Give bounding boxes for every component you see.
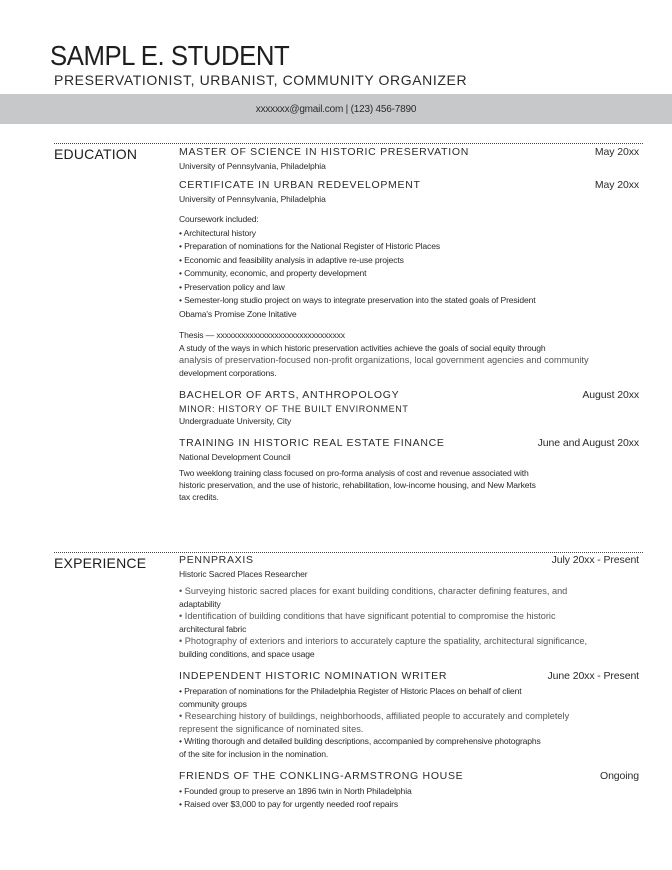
coursework-item: • Preparation of nominations for the National Register of Historic Places (179, 241, 440, 251)
thesis-line: development corporations. (179, 367, 277, 378)
education-section (54, 143, 643, 502)
thesis-line: A study of the ways in which historic preservation activities achieve the goals of social equity through (179, 342, 546, 353)
contact-bar (0, 94, 672, 124)
education-entry (179, 389, 643, 426)
training-title: TRAINING IN HISTORIC REAL ESTATE FINANCE (179, 437, 445, 449)
education-entries (179, 146, 643, 503)
job-bullets (179, 585, 643, 660)
job-bullet: • Photography of exteriors and interiors to accurately capture the spatiality, architectural significance, building conditions, and space usage (179, 636, 588, 659)
institution: Undergraduate University, City (179, 416, 292, 426)
job-bullet: • Identification of building conditions that have significant potential to compromise the historic architectural fabric (179, 611, 556, 634)
section-divider (54, 552, 643, 553)
experience-entries (179, 554, 643, 810)
job-bullet: • Researching history of buildings, neighborhoods, affiliated people to accurately and completely represent the significance of nominated sites. (179, 711, 570, 734)
education-entry (179, 437, 643, 503)
job-title: PENNPRAXIS (179, 554, 254, 566)
job-entry (179, 554, 643, 660)
degree-date: August 20xx (582, 389, 639, 401)
degree-title: CERTIFICATE IN URBAN REDEVELOPMENT (179, 179, 421, 191)
description-line: historic preservation, and the use of historic, rehabilitation, low-income housing, and New Markets (179, 480, 536, 490)
job-bullet: • Preparation of nominations for the Philadelphia Register of Historic Places on behalf of client community groups (179, 686, 522, 709)
institution: University of Pennsylvania, Philadelphia (179, 161, 326, 171)
job-title: FRIENDS OF THE CONKLING-ARMSTRONG HOUSE (179, 770, 464, 782)
thesis-heading: Thesis — xxxxxxxxxxxxxxxxxxxxxxxxxxxxxxx (179, 330, 345, 340)
institution: National Development Council (179, 452, 291, 462)
education-entry (179, 179, 643, 204)
job-bullet: • Raised over $3,000 to pay for urgently needed roof repairs (179, 798, 399, 809)
training-description (179, 467, 643, 503)
institution: University of Pennsylvania, Philadelphia (179, 194, 326, 204)
description-line: Two weeklong training class focused on pro-forma analysis of cost and revenue associated with (179, 468, 529, 478)
experience-section (54, 552, 643, 809)
section-divider (54, 143, 643, 144)
degree-title: BACHELOR OF ARTS, ANTHROPOLOGY (179, 389, 400, 401)
job-date: July 20xx - Present (551, 554, 639, 566)
job-title: INDEPENDENT HISTORIC NOMINATION WRITER (179, 670, 448, 682)
coursework-item: • Preservation policy and law (179, 281, 285, 292)
degree-date: May 20xx (594, 179, 639, 191)
candidate-tagline: PRESERVATIONIST, URBANIST, COMMUNITY ORGANIZER (54, 72, 468, 88)
job-bullet: • Writing thorough and detailed building descriptions, accompanied by comprehensive photographs of the site for inclusion in the nomination. (179, 736, 541, 759)
section-heading-experience: EXPERIENCE (54, 555, 147, 571)
job-entry (179, 770, 643, 810)
degree-title: MASTER OF SCIENCE IN HISTORIC PRESERVATION (179, 146, 469, 158)
job-bullet: • Surveying historic sacred places for exant building conditions, character defining features, and adaptability (179, 586, 568, 609)
training-date: June and August 20xx (537, 437, 639, 449)
contact-info: xxxxxxx@gmail.com | (123) 456-7890 (255, 103, 417, 115)
degree-date: May 20xx (594, 146, 639, 158)
thesis-line: analysis of preservation-focused non-profit organizations, local government agencies and community (179, 355, 589, 365)
job-date: June 20xx - Present (547, 670, 639, 682)
job-bullets (179, 685, 643, 760)
coursework-intro: Coursework included: (179, 214, 259, 224)
job-role: Historic Sacred Places Researcher (179, 569, 308, 579)
description-line: tax credits. (179, 492, 219, 502)
coursework-item: • Economic and feasibility analysis in adaptive re-use projects (179, 254, 404, 265)
coursework-item: • Semester-long studio project on ways to integrate preservation into the stated goals of President (179, 295, 536, 305)
education-entry (179, 146, 643, 171)
job-date: Ongoing (600, 770, 639, 782)
job-bullet: • Founded group to preserve an 1896 twin in North Philadelphia (179, 786, 412, 796)
section-heading-education: EDUCATION (54, 146, 138, 162)
minor: MINOR: HISTORY OF THE BUILT ENVIRONMENT (179, 404, 409, 414)
coursework-item: • Architectural history (179, 227, 256, 238)
thesis-block (179, 329, 643, 379)
coursework-list (179, 227, 643, 322)
job-bullets (179, 785, 643, 810)
coursework-item: Obama's Promise Zone Initative (179, 308, 297, 319)
job-entry (179, 670, 643, 760)
coursework-block (179, 213, 643, 321)
candidate-name: SAMPL E. STUDENT (50, 40, 290, 71)
coursework-item: • Community, economic, and property development (179, 268, 367, 278)
